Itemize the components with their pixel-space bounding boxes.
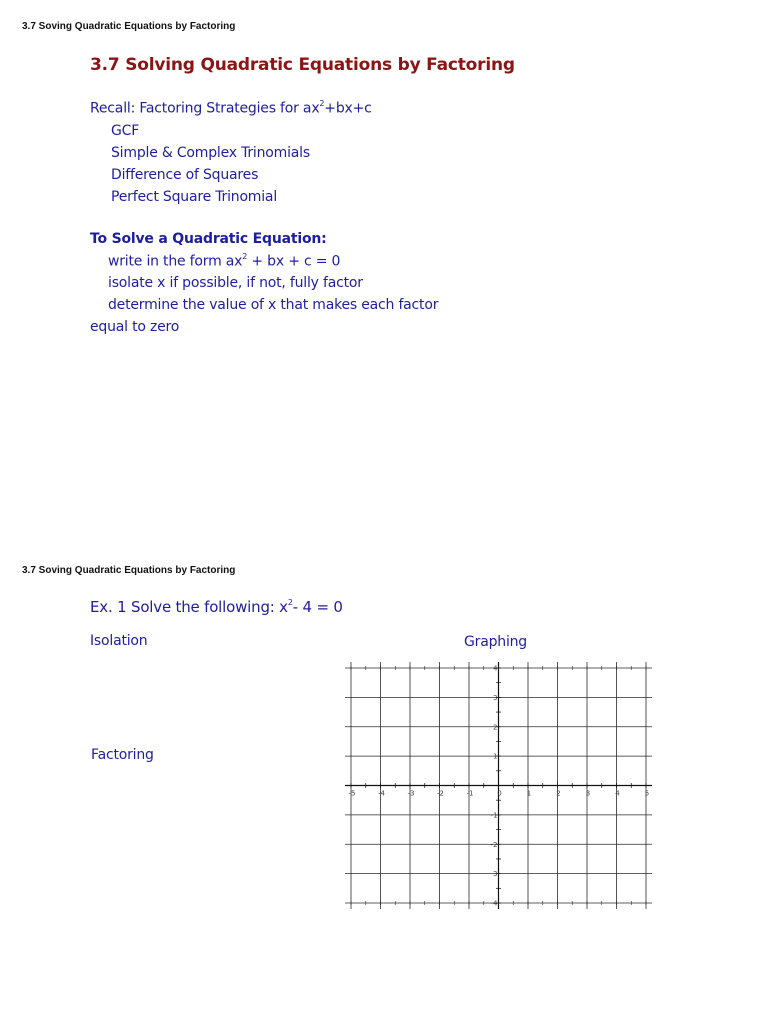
step-1-text: write in the form ax <box>108 253 243 270</box>
isolation-label: Isolation <box>90 633 148 649</box>
x-tick-label: 2 <box>556 789 561 798</box>
step-3: determine the value of x that makes each factor <box>108 297 439 313</box>
strategy-item: Perfect Square Trinomial <box>111 189 278 205</box>
y-tick-label: 3 <box>493 693 498 702</box>
step-1-exponent: 2 <box>242 252 248 261</box>
y-tick-label: -1 <box>490 811 498 820</box>
step-2: isolate x if possible, if not, fully factor <box>108 275 363 291</box>
x-tick-label: 0 <box>497 789 502 798</box>
x-tick-label: -4 <box>378 789 385 798</box>
page-header: 3.7 Soving Quadratic Equations by Factoring <box>22 565 236 576</box>
step-3-continued: equal to zero <box>90 319 180 335</box>
page-header: 3.7 Soving Quadratic Equations by Factoring <box>22 21 236 32</box>
y-tick-label: -4 <box>490 899 498 908</box>
recall-text: Recall: Factoring Strategies for ax <box>90 100 320 117</box>
x-tick-label: -5 <box>348 789 356 798</box>
x-tick-label: 1 <box>526 789 532 798</box>
y-tick-label: 2 <box>493 723 498 732</box>
x-tick-label: 3 <box>585 789 591 798</box>
example-text: Ex. 1 Solve the following: x <box>90 598 288 616</box>
graphing-label: Graphing <box>464 634 527 650</box>
strategy-item: GCF <box>111 123 140 139</box>
y-tick-label: -2 <box>490 840 498 849</box>
x-tick-label: -2 <box>437 789 444 798</box>
x-tick-label: 4 <box>615 789 620 798</box>
x-tick-label: -1 <box>466 789 474 798</box>
y-tick-label: 4 <box>493 664 498 673</box>
example-rest: - 4 = 0 <box>292 598 343 616</box>
solve-heading: To Solve a Quadratic Equation: <box>90 231 327 247</box>
factoring-label: Factoring <box>91 747 154 763</box>
strategy-item: Simple & Complex Trinomials <box>111 145 310 161</box>
recall-rest: +bx+c <box>324 100 372 117</box>
x-tick-label: 5 <box>644 789 650 798</box>
y-tick-label: -3 <box>490 870 498 879</box>
page-title: 3.7 Solving Quadratic Equations by Factoring <box>90 55 515 75</box>
example-exponent: 2 <box>287 598 293 607</box>
y-tick-label: 1 <box>493 752 498 761</box>
strategy-item: Difference of Squares <box>111 167 259 183</box>
recall-exponent: 2 <box>319 99 325 108</box>
step-1-rest: + bx + c = 0 <box>247 253 341 270</box>
x-tick-label: -3 <box>407 789 415 798</box>
